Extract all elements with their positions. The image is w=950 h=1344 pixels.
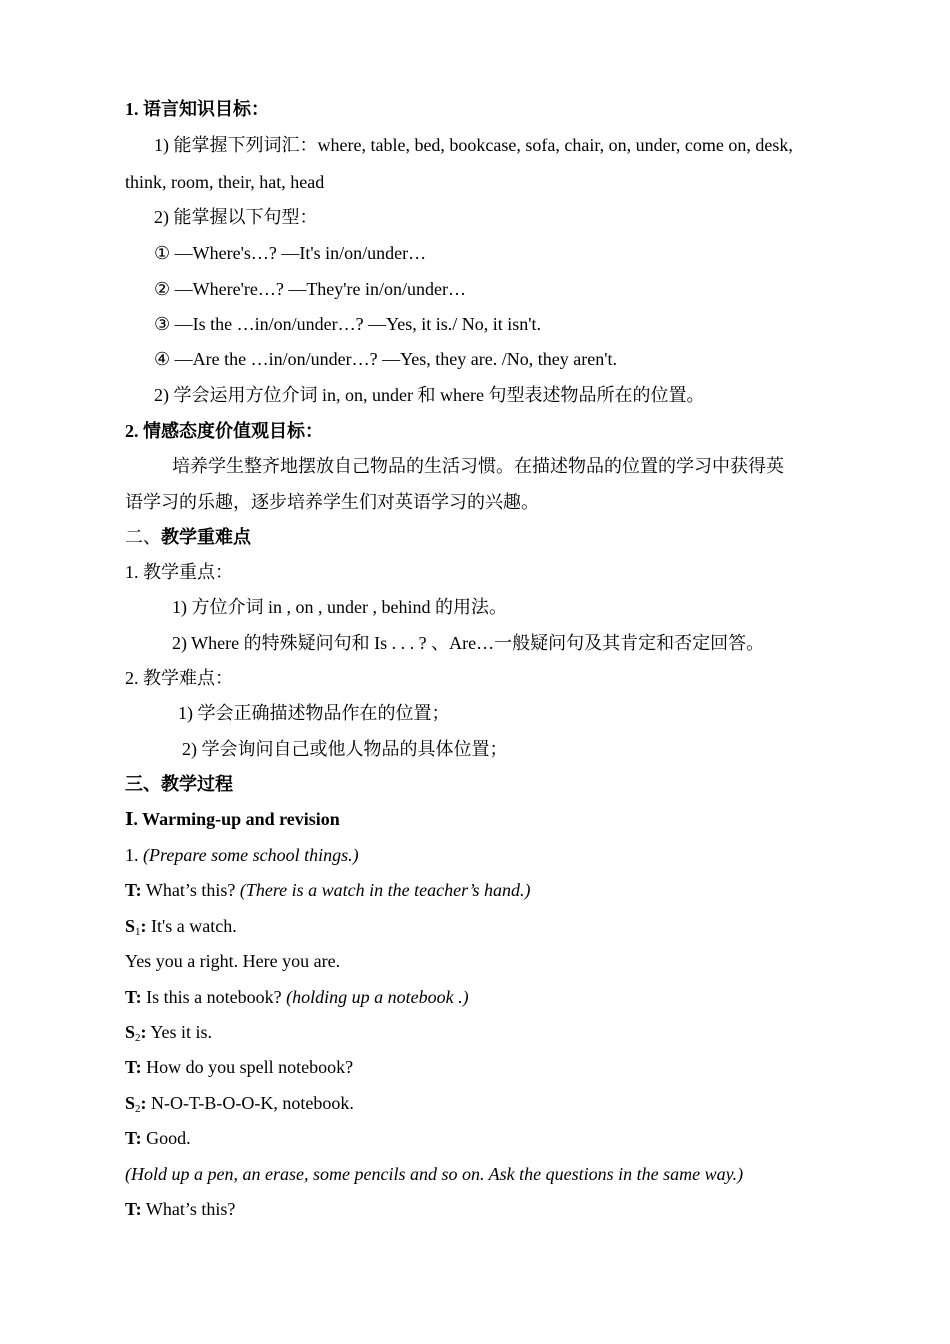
process-heading: 三、教学过程 xyxy=(125,774,233,794)
patterns-title: 2) 能掌握以下句型： xyxy=(154,207,318,227)
dialogue-line-11: T: What’s this? xyxy=(125,1199,236,1219)
pattern-2: ② —Where're…? —They're in/on/under… xyxy=(154,279,467,299)
dialogue-line-2: T: What’s this? (There is a watch in the teacher’s hand.) xyxy=(125,880,531,900)
section-title-attitude-goals: 2. 情感态度价值观目标： xyxy=(125,421,323,441)
pattern-4: ④ —Are the …in/on/under…? —Yes, they are. /No, they aren't. xyxy=(154,349,617,369)
dialogue-line-5: T: Is this a notebook? (holding up a notebook .) xyxy=(125,987,469,1007)
dialogue-line-10: (Hold up a pen, an erase, some pencils and so on. Ask the questions in the same way.) xyxy=(125,1164,744,1184)
attitude-body-2: 语学习的乐趣，逐步培养学生们对英语学习的兴趣。 xyxy=(125,492,539,512)
section-title-language-goals: 1. 语言知识目标： xyxy=(125,99,269,119)
focus-title: 1. 教学重点： xyxy=(125,562,233,582)
dialogue-line-8: $S_2$: N-O-T-B-O-O-K, notebook. xyxy=(125,1093,354,1115)
key-points-heading: 二、教学重难点 xyxy=(125,527,251,547)
vocab-line-2: think, room, their, hat, head xyxy=(125,172,325,192)
dialogue-line-1: 1. (Prepare some school things.) xyxy=(125,845,359,865)
dialogue-line-9: T: Good. xyxy=(125,1128,191,1148)
difficulty-item-2: 2) 学会询问自己或他人物品的具体位置； xyxy=(182,739,508,759)
focus-item-2: 2) Where 的特殊疑问句和 Is . . . ? 、Are…一般疑问句及其肯定和否定回答。 xyxy=(172,633,765,653)
vocab-line-1: 1) 能掌握下列词汇：where, table, bed, bookcase, sofa, chair, on, under, come on, desk, xyxy=(154,135,793,155)
dialogue-line-3: $S_1$: It's a watch. xyxy=(125,916,237,938)
dialogue-line-7: T: How do you spell notebook? xyxy=(125,1057,354,1077)
dialogue-line-6: $S_2$: Yes it is. xyxy=(125,1022,213,1044)
pattern-3: ③ —Is the …in/on/under…? —Yes, it is./ No, it isn't. xyxy=(154,314,542,334)
use-prepositions-line: 2) 学会运用方位介词 in, on, under 和 where 句型表述物品所在的位置。 xyxy=(154,385,705,405)
difficulty-title: 2. 教学难点： xyxy=(125,668,233,688)
step-warming-up: Ⅰ. Warming-up and revision xyxy=(125,809,340,829)
attitude-body-1: 培养学生整齐地摆放自己物品的生活习惯。在描述物品的位置的学习中获得英 xyxy=(172,456,784,476)
pattern-1: ① —Where's…? —It's in/on/under… xyxy=(154,243,427,263)
dialogue-line-4: Yes you a right. Here you are. xyxy=(125,951,341,971)
difficulty-item-1: 1) 学会正确描述物品作在的位置； xyxy=(178,703,450,723)
focus-item-1: 1) 方位介词 in , on , under , behind 的用法。 xyxy=(172,597,507,617)
